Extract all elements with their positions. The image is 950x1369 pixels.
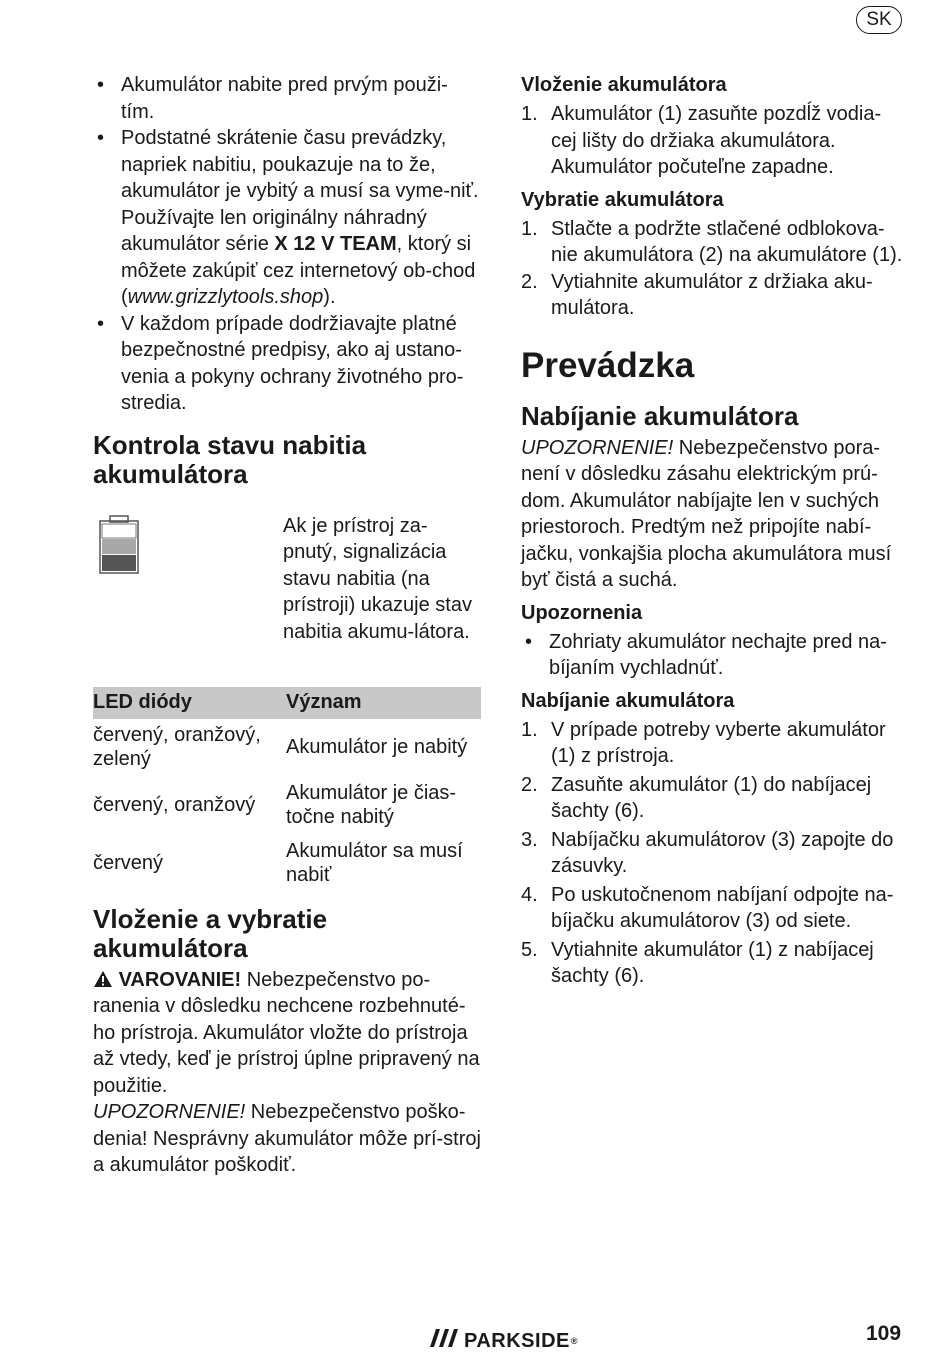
table-header: LED diódy bbox=[93, 687, 286, 719]
registered-mark: ® bbox=[570, 1336, 579, 1346]
list-item-text: , ktorý si môžete zakúpiť cez internetový ob-chod ( bbox=[121, 233, 476, 308]
left-column bbox=[93, 72, 481, 1179]
step-number: 3. bbox=[521, 828, 538, 851]
list-item bbox=[521, 216, 906, 269]
language-badge: SK bbox=[856, 6, 902, 34]
table-row bbox=[93, 719, 481, 777]
list-item bbox=[521, 937, 906, 990]
intro-bullet-list bbox=[93, 72, 481, 417]
insert-battery-subheading: Vloženie akumulátora bbox=[521, 74, 727, 96]
step-number: 2. bbox=[521, 270, 538, 293]
charge-status-heading: Kontrola stavu nabitia akumulátora bbox=[93, 429, 367, 489]
table-row bbox=[93, 835, 481, 893]
table-cell: červený bbox=[93, 851, 164, 874]
list-item-text: Podstatné skrátenie času prevádzky, napriek nabitiu, poukazuje na to že, akumulátor je vybitý a musí sa vyme-niť. Používajte len originálny náhradný akumulátor série bbox=[121, 127, 479, 255]
charging-heading: Nabíjanie akumulátora bbox=[521, 400, 799, 431]
list-item: • Zohriaty akumulátor nechajte pred na-bíjaním vychladnúť. bbox=[521, 629, 906, 682]
table-header: Význam bbox=[286, 687, 481, 719]
table-header-row bbox=[93, 687, 481, 719]
table-cell: červený, oranžový bbox=[93, 793, 256, 816]
remove-steps-list bbox=[521, 216, 906, 322]
charge-status-block bbox=[93, 513, 481, 673]
list-item bbox=[521, 717, 906, 770]
operation-heading: Prevádzka bbox=[521, 345, 695, 385]
brand-logo bbox=[430, 1327, 578, 1355]
table-cell: červený, oranžový, zelený bbox=[93, 723, 261, 770]
caution-label: UPOZORNENIE! bbox=[93, 1101, 246, 1123]
shop-url: www.grizzlytools.shop bbox=[127, 286, 324, 308]
caution-text: Nebezpečenstvo pora-není v dôsledku zásahu elektrickým prú-dom. Akumulátor nabíjajte len v suchých priestoroch. Predtým než pripojíte nabí-jačku, vonkajšia plocha akumulátora musí byť čistá a suchá. bbox=[521, 436, 892, 591]
list-item: • Akumulátor nabite pred prvým použi-tím. bbox=[93, 72, 481, 125]
led-meaning-table bbox=[93, 687, 481, 893]
table-cell: Akumulátor sa musí nabiť bbox=[286, 839, 463, 886]
insert-steps-list bbox=[521, 101, 906, 181]
battery-indicator-icon bbox=[93, 513, 283, 673]
caution-label: UPOZORNENIE! bbox=[521, 436, 674, 459]
list-item: • V každom prípade dodržiavajte platné bezpečnostné predpisy, ako aj ustano-venia a pokyny ochrany životného pro-stredia. bbox=[93, 311, 481, 417]
step-number: 1. bbox=[521, 103, 538, 125]
brand-name: PARKSIDE bbox=[464, 1329, 570, 1352]
battery-series-name: X 12 V TEAM bbox=[274, 233, 397, 255]
step-text: Akumulátor (1) zasuňte pozdĺž vodia-cej lišty do držiaka akumulátora. Akumulátor počuteľne zapadne. bbox=[551, 103, 882, 178]
step-text: Zasuňte akumulátor (1) do nabíjacej šachty (6). bbox=[551, 773, 872, 822]
brand-stripes-icon bbox=[430, 1329, 458, 1353]
step-text: Stlačte a podržte stlačené odblokova-nie akumulátora (2) na akumulátore (1). bbox=[551, 217, 903, 266]
step-number: 4. bbox=[521, 883, 538, 906]
warning-label: VAROVANIE! bbox=[118, 968, 242, 991]
list-item bbox=[521, 269, 906, 322]
step-text: Vytiahnite akumulátor z držiaka aku-mulátora. bbox=[551, 270, 873, 319]
charging-caution-paragraph bbox=[521, 435, 906, 594]
step-text: Po uskutočnenom nabíjaní odpojte na-bíjačku akumulátorov (3) od siete. bbox=[551, 883, 894, 932]
table-row bbox=[93, 777, 481, 835]
charging-steps-list bbox=[521, 717, 906, 990]
warning-text: Nebezpečenstvo po-ranenia v dôsledku nechcene rozbehnuté-ho prístroja. Akumulátor vložte do prístroja až vtedy, keď je prístroj úplne pripravený na použitie. bbox=[93, 968, 480, 1097]
list-item bbox=[521, 772, 906, 825]
right-column bbox=[521, 72, 906, 990]
notes-list bbox=[521, 629, 906, 682]
step-number: 2. bbox=[521, 773, 538, 796]
warning-triangle-icon bbox=[93, 969, 113, 991]
list-item bbox=[521, 882, 906, 935]
list-item-text: ). bbox=[323, 286, 336, 308]
notes-subheading: Upozornenia bbox=[521, 601, 643, 624]
page-number: 109 bbox=[866, 1322, 902, 1345]
list-item bbox=[93, 125, 481, 311]
table-cell: Akumulátor je čias-točne nabitý bbox=[286, 781, 457, 828]
caution-paragraph bbox=[93, 1099, 481, 1179]
warning-paragraph bbox=[93, 967, 481, 1100]
step-text: Nabíjačku akumulátorov (3) zapojte do zásuvky. bbox=[551, 828, 894, 877]
insert-remove-heading: Vloženie a vybratie akumulátora bbox=[93, 903, 328, 963]
step-text: V prípade potreby vyberte akumulátor (1) z prístroja. bbox=[551, 718, 886, 767]
list-item bbox=[521, 101, 906, 181]
step-number: 1. bbox=[521, 217, 538, 240]
caution-text: Nebezpečenstvo poško-denia! Nesprávny akumulátor môže prí-stroj a akumulátor poškodiť. bbox=[93, 1101, 481, 1176]
table-cell: Akumulátor je nabitý bbox=[286, 735, 468, 758]
remove-battery-subheading: Vybratie akumulátora bbox=[521, 188, 724, 211]
step-number: 1. bbox=[521, 718, 538, 741]
charge-status-description: Ak je prístroj za-pnutý, signalizácia stavu nabitia (na prístroji) ukazuje stav nabitia akumu-látora. bbox=[283, 514, 472, 643]
step-text: Vytiahnite akumulátor (1) z nabíjacej šachty (6). bbox=[551, 938, 874, 987]
charging-subheading: Nabíjanie akumulátora bbox=[521, 689, 735, 712]
step-number: 5. bbox=[521, 938, 538, 961]
list-item bbox=[521, 827, 906, 880]
